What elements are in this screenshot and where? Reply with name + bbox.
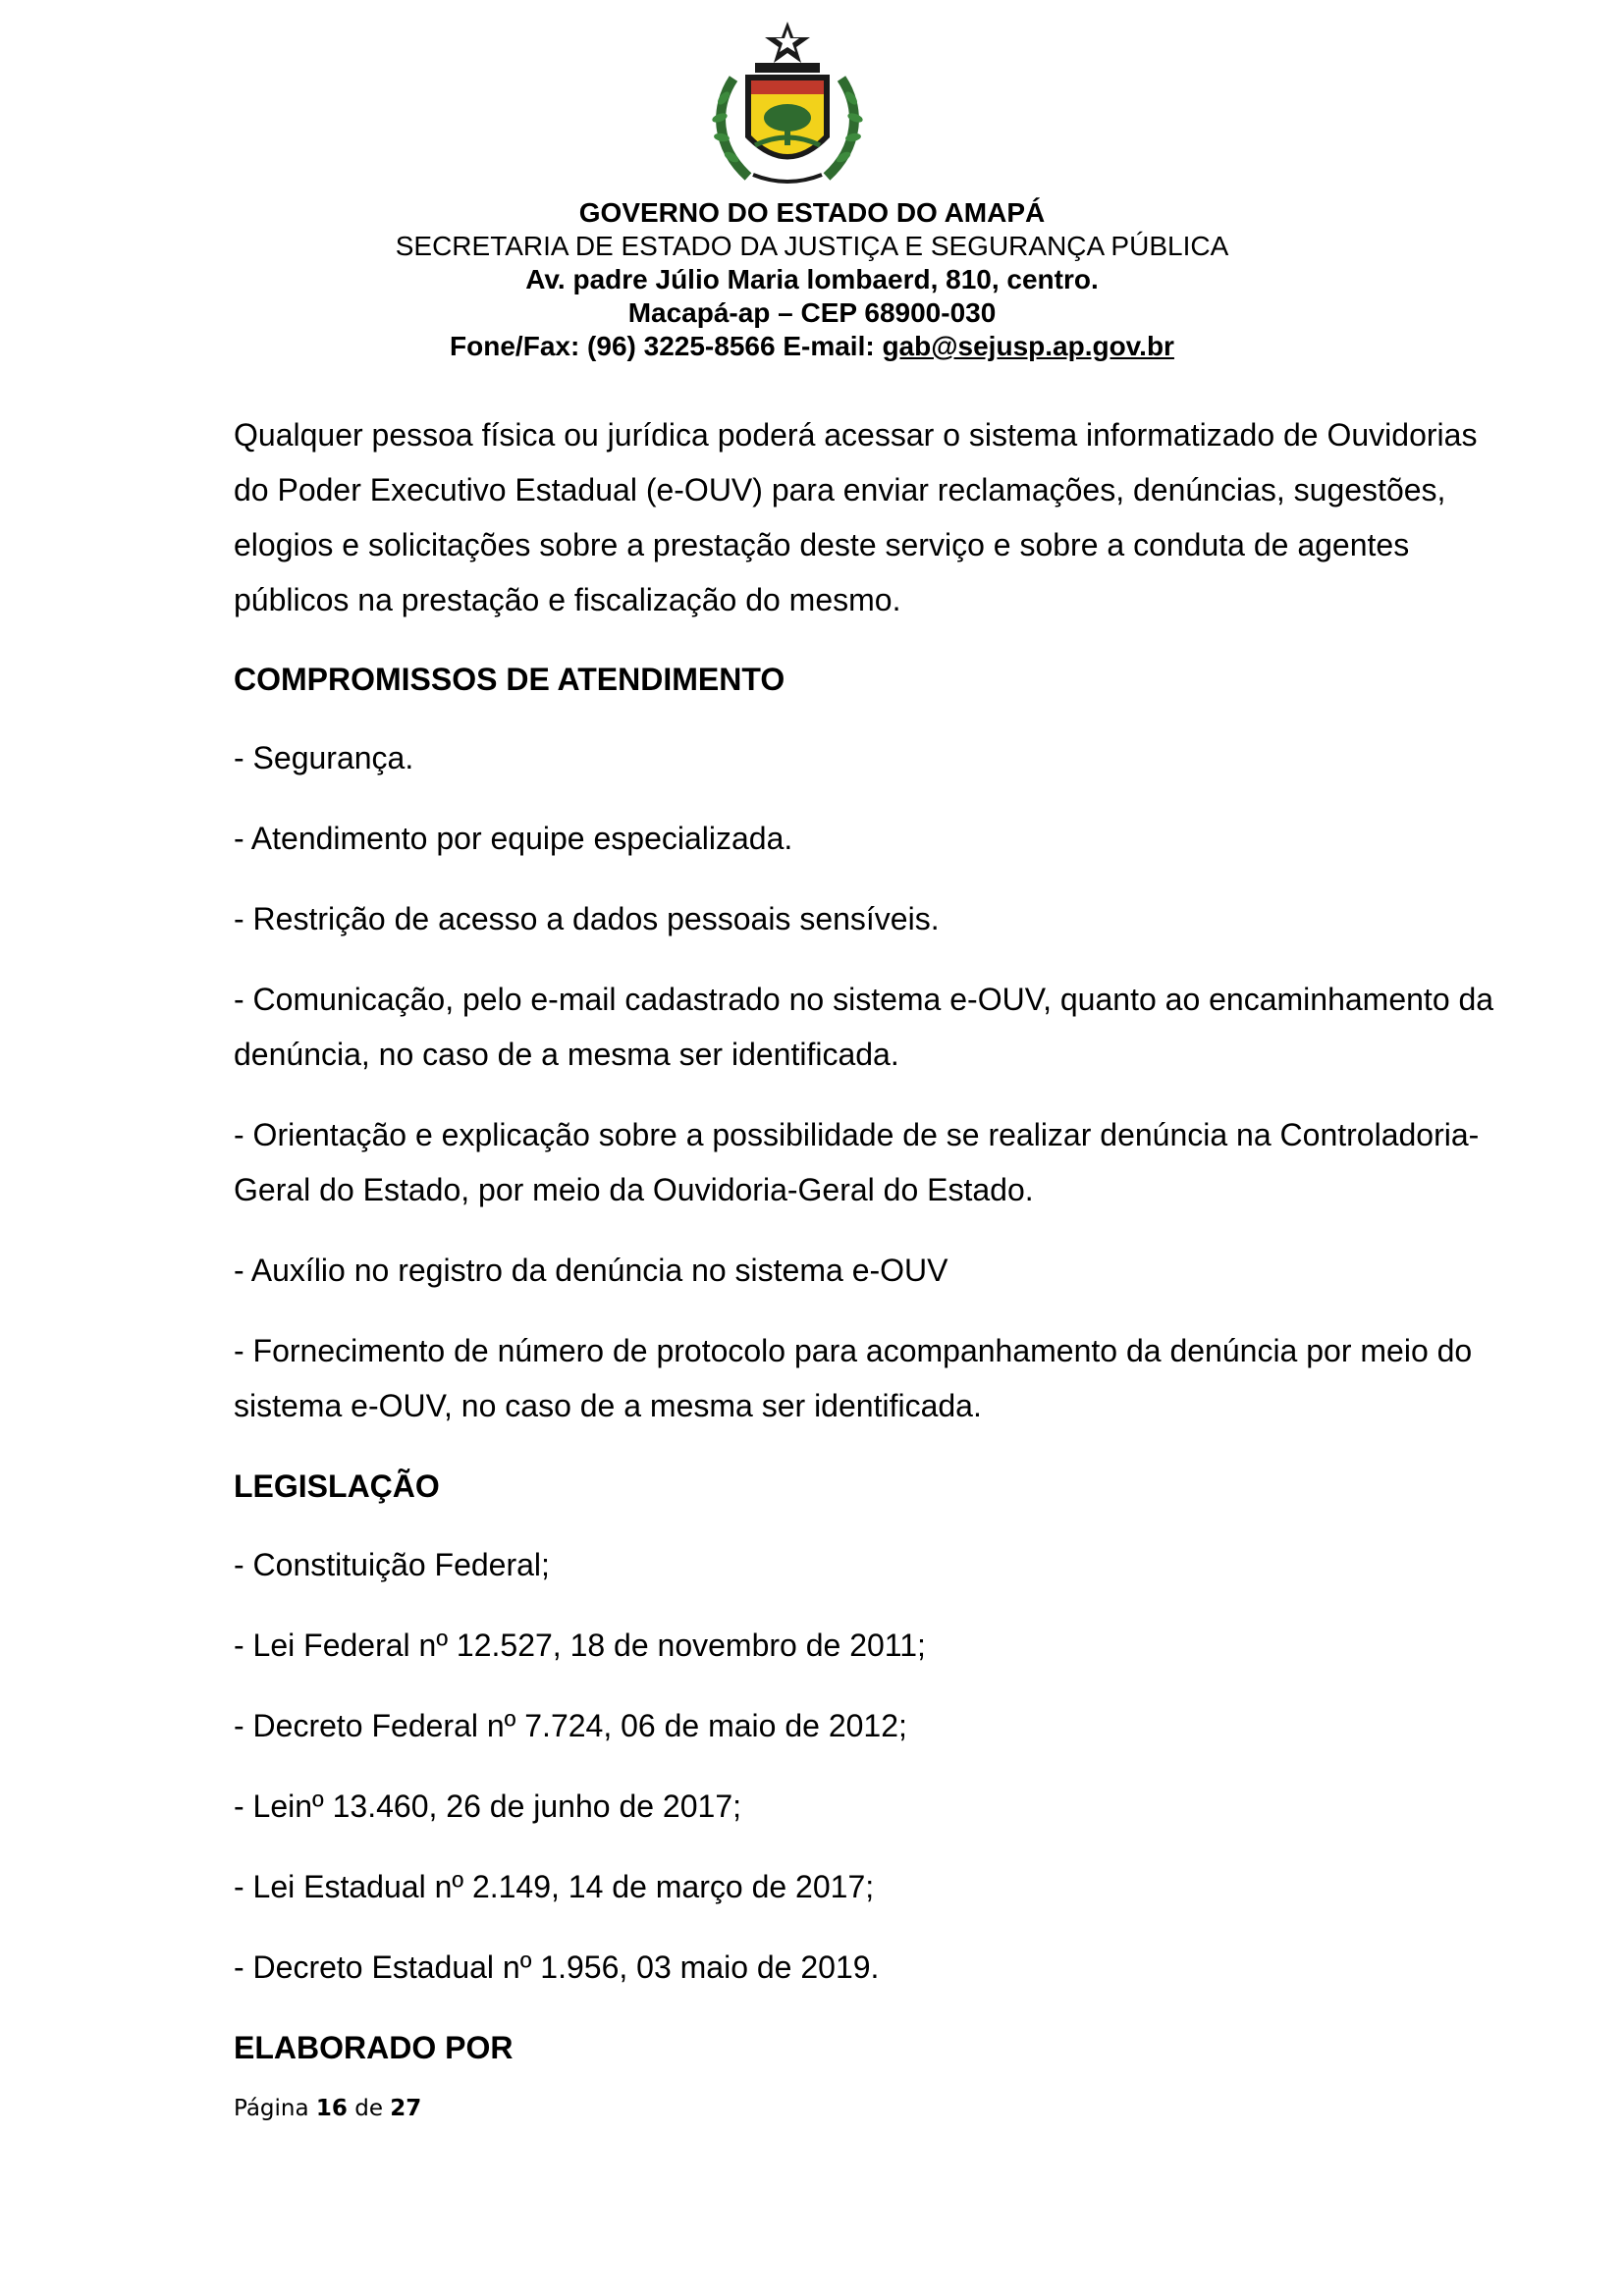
legislacao-item: - Decreto Estadual nº 1.956, 03 maio de 2019.	[234, 1949, 880, 1985]
compromisso-item: - Fornecimento de número de protocolo para acompanhamento da denúncia por meio do sistema e-OUV, no caso de a mesma ser identificada.	[234, 1333, 1473, 1423]
legislacao-item: - Lei Estadual nº 2.149, 14 de março de 2017;	[234, 1869, 875, 1904]
compromissos-heading: COMPROMISSOS DE ATENDIMENTO	[234, 662, 785, 697]
compromisso-item: - Atendimento por equipe especializada.	[234, 821, 793, 856]
total-pages: 27	[390, 2096, 422, 2121]
elaborado-heading: ELABORADO POR	[234, 2030, 514, 2065]
page-word: Página	[234, 2096, 309, 2121]
contact-line	[0, 330, 1624, 363]
compromisso-item: - Auxílio no registro da denúncia no sistema e-OUV	[234, 1253, 948, 1288]
legislacao-item: - Constituição Federal;	[234, 1547, 550, 1582]
city-zip-line: Macapá-ap – CEP 68900-030	[627, 297, 997, 328]
legislacao-item: - Decreto Federal nº 7.724, 06 de maio de 2012;	[234, 1708, 907, 1743]
of-word: de	[354, 2096, 383, 2121]
document-body	[234, 407, 1510, 2099]
legislacao-item: - Leinº 13.460, 26 de junho de 2017;	[234, 1789, 741, 1824]
compromisso-item: - Restrição de acesso a dados pessoais sensíveis.	[234, 901, 940, 936]
address-line: Av. padre Júlio Maria lombaerd, 810, centro.	[525, 264, 1099, 294]
intro-paragraph: Qualquer pessoa física ou jurídica poderá acessar o sistema informatizado de Ouvidorias do Poder Executivo Estadual (e-OUV) para enviar reclamações, denúncias, sugestões, elogios e solicitações sobre a prestação deste serviço e sobre a conduta de agentes públicos na prestação e fiscalização do mesmo.	[234, 417, 1478, 617]
state-coat-of-arms-icon	[694, 20, 881, 196]
compromisso-item: - Segurança.	[234, 740, 414, 775]
phone-text: Fone/Fax: (96) 3225-8566 E-mail:	[450, 331, 883, 361]
government-title: GOVERNO DO ESTADO DO AMAPÁ	[578, 197, 1046, 228]
secretariat-name: SECRETARIA DE ESTADO DA JUSTIÇA E SEGURANÇA PÚBLICA	[395, 231, 1229, 261]
current-page: 16	[315, 2096, 348, 2121]
letterhead	[0, 196, 1624, 363]
compromisso-item: - Comunicação, pelo e-mail cadastrado no sistema e-OUV, quanto ao encaminhamento da denúncia, no caso de a mesma ser identificada.	[234, 982, 1494, 1072]
page-number	[234, 2096, 421, 2121]
legislacao-item: - Lei Federal nº 12.527, 18 de novembro de 2011;	[234, 1628, 926, 1663]
email-link[interactable]: gab@sejusp.ap.gov.br	[882, 331, 1174, 361]
legislacao-heading: LEGISLAÇÃO	[234, 1468, 440, 1504]
compromisso-item: - Orientação e explicação sobre a possibilidade de se realizar denúncia na Controladoria-Geral do Estado, por meio da Ouvidoria-Geral do Estado.	[234, 1117, 1480, 1207]
